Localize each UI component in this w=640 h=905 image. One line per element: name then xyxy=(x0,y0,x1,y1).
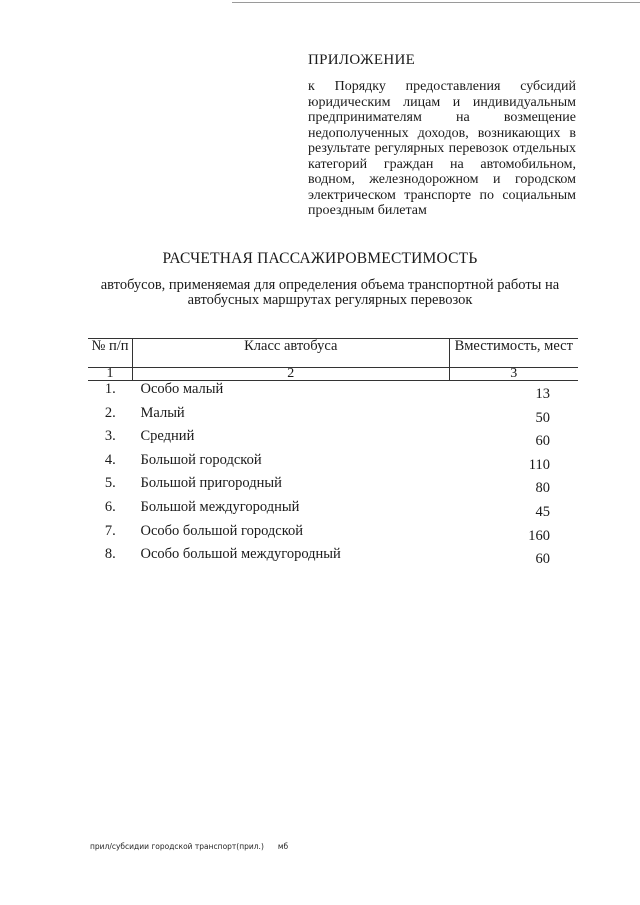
appendix-title: ПРИЛОЖЕНИЕ xyxy=(308,52,416,68)
capacity-table xyxy=(88,338,578,570)
column-number-1: 1 xyxy=(88,368,133,381)
row-number: 7. xyxy=(104,522,116,539)
row-number: 1. xyxy=(104,381,116,397)
row-capacity xyxy=(449,405,578,429)
table-row xyxy=(88,523,578,547)
row-capacity-value: 110 xyxy=(528,456,550,473)
header-capacity: Вместимость, мест xyxy=(449,339,578,368)
row-number: 3. xyxy=(104,428,116,445)
footer-code: мб xyxy=(277,842,289,851)
row-capacity-value: 60 xyxy=(535,551,550,568)
document-subtitle: автобусов, применяемая для определения объема транспортной работы на автобусных маршрутах регулярных перевозок xyxy=(100,277,560,308)
document-title: РАСЧЕТНАЯ ПАССАЖИРОВМЕСТИМОСТЬ xyxy=(162,250,478,267)
row-number: 2. xyxy=(104,404,116,421)
row-capacity xyxy=(449,428,578,452)
table-row xyxy=(88,405,578,429)
row-bus-class: Большой междугородный xyxy=(140,498,300,515)
table-row xyxy=(88,428,578,452)
table-row xyxy=(88,381,578,405)
top-rule xyxy=(232,2,640,3)
row-bus-class: Малый xyxy=(140,404,185,421)
header-bus-class: Класс автобуса xyxy=(133,339,450,368)
appendix-block xyxy=(308,52,576,219)
row-capacity xyxy=(449,452,578,476)
table-row xyxy=(88,452,578,476)
row-capacity xyxy=(449,499,578,523)
row-capacity xyxy=(449,546,578,570)
row-capacity-value: 13 xyxy=(535,386,550,402)
row-bus-class: Большой пригородный xyxy=(140,475,282,492)
row-number: 5. xyxy=(104,475,116,492)
row-number: 4. xyxy=(104,451,116,468)
row-capacity xyxy=(449,381,578,405)
footer-path: прил/субсидии городской транспорт(прил.) xyxy=(90,842,264,851)
row-capacity xyxy=(449,523,578,547)
row-capacity xyxy=(449,475,578,499)
row-capacity-value: 60 xyxy=(535,433,550,450)
row-bus-class: Особо большой междугородный xyxy=(140,546,341,563)
table-row xyxy=(88,475,578,499)
row-capacity-value: 50 xyxy=(535,409,550,426)
table-header-row xyxy=(88,339,578,368)
row-bus-class: Особо большой городской xyxy=(140,522,304,539)
row-capacity-value: 160 xyxy=(528,527,550,544)
column-number-2: 2 xyxy=(133,368,450,381)
table-row xyxy=(88,546,578,570)
row-number: 8. xyxy=(104,546,116,563)
column-number-row xyxy=(88,368,578,381)
footer xyxy=(90,842,288,851)
row-bus-class: Средний xyxy=(140,428,195,445)
row-capacity-value: 80 xyxy=(535,480,550,497)
row-capacity-value: 45 xyxy=(535,503,550,520)
header-number: № п/п xyxy=(88,339,133,368)
column-number-3: 3 xyxy=(449,368,578,381)
row-bus-class: Особо малый xyxy=(140,381,224,397)
table-row xyxy=(88,499,578,523)
appendix-text: к Порядку предоставления субсидий юридическим лицам и индивидуальным предпринимателям на возмещение недополученных доходов, возникающих в результате регулярных перевозок отдельных категорий граждан на автомобильном, водном, железнодорожном и городском электрическом транспорте по социальным проездным билетам xyxy=(308,79,576,218)
row-bus-class: Большой городской xyxy=(140,451,262,468)
row-number: 6. xyxy=(104,498,116,515)
